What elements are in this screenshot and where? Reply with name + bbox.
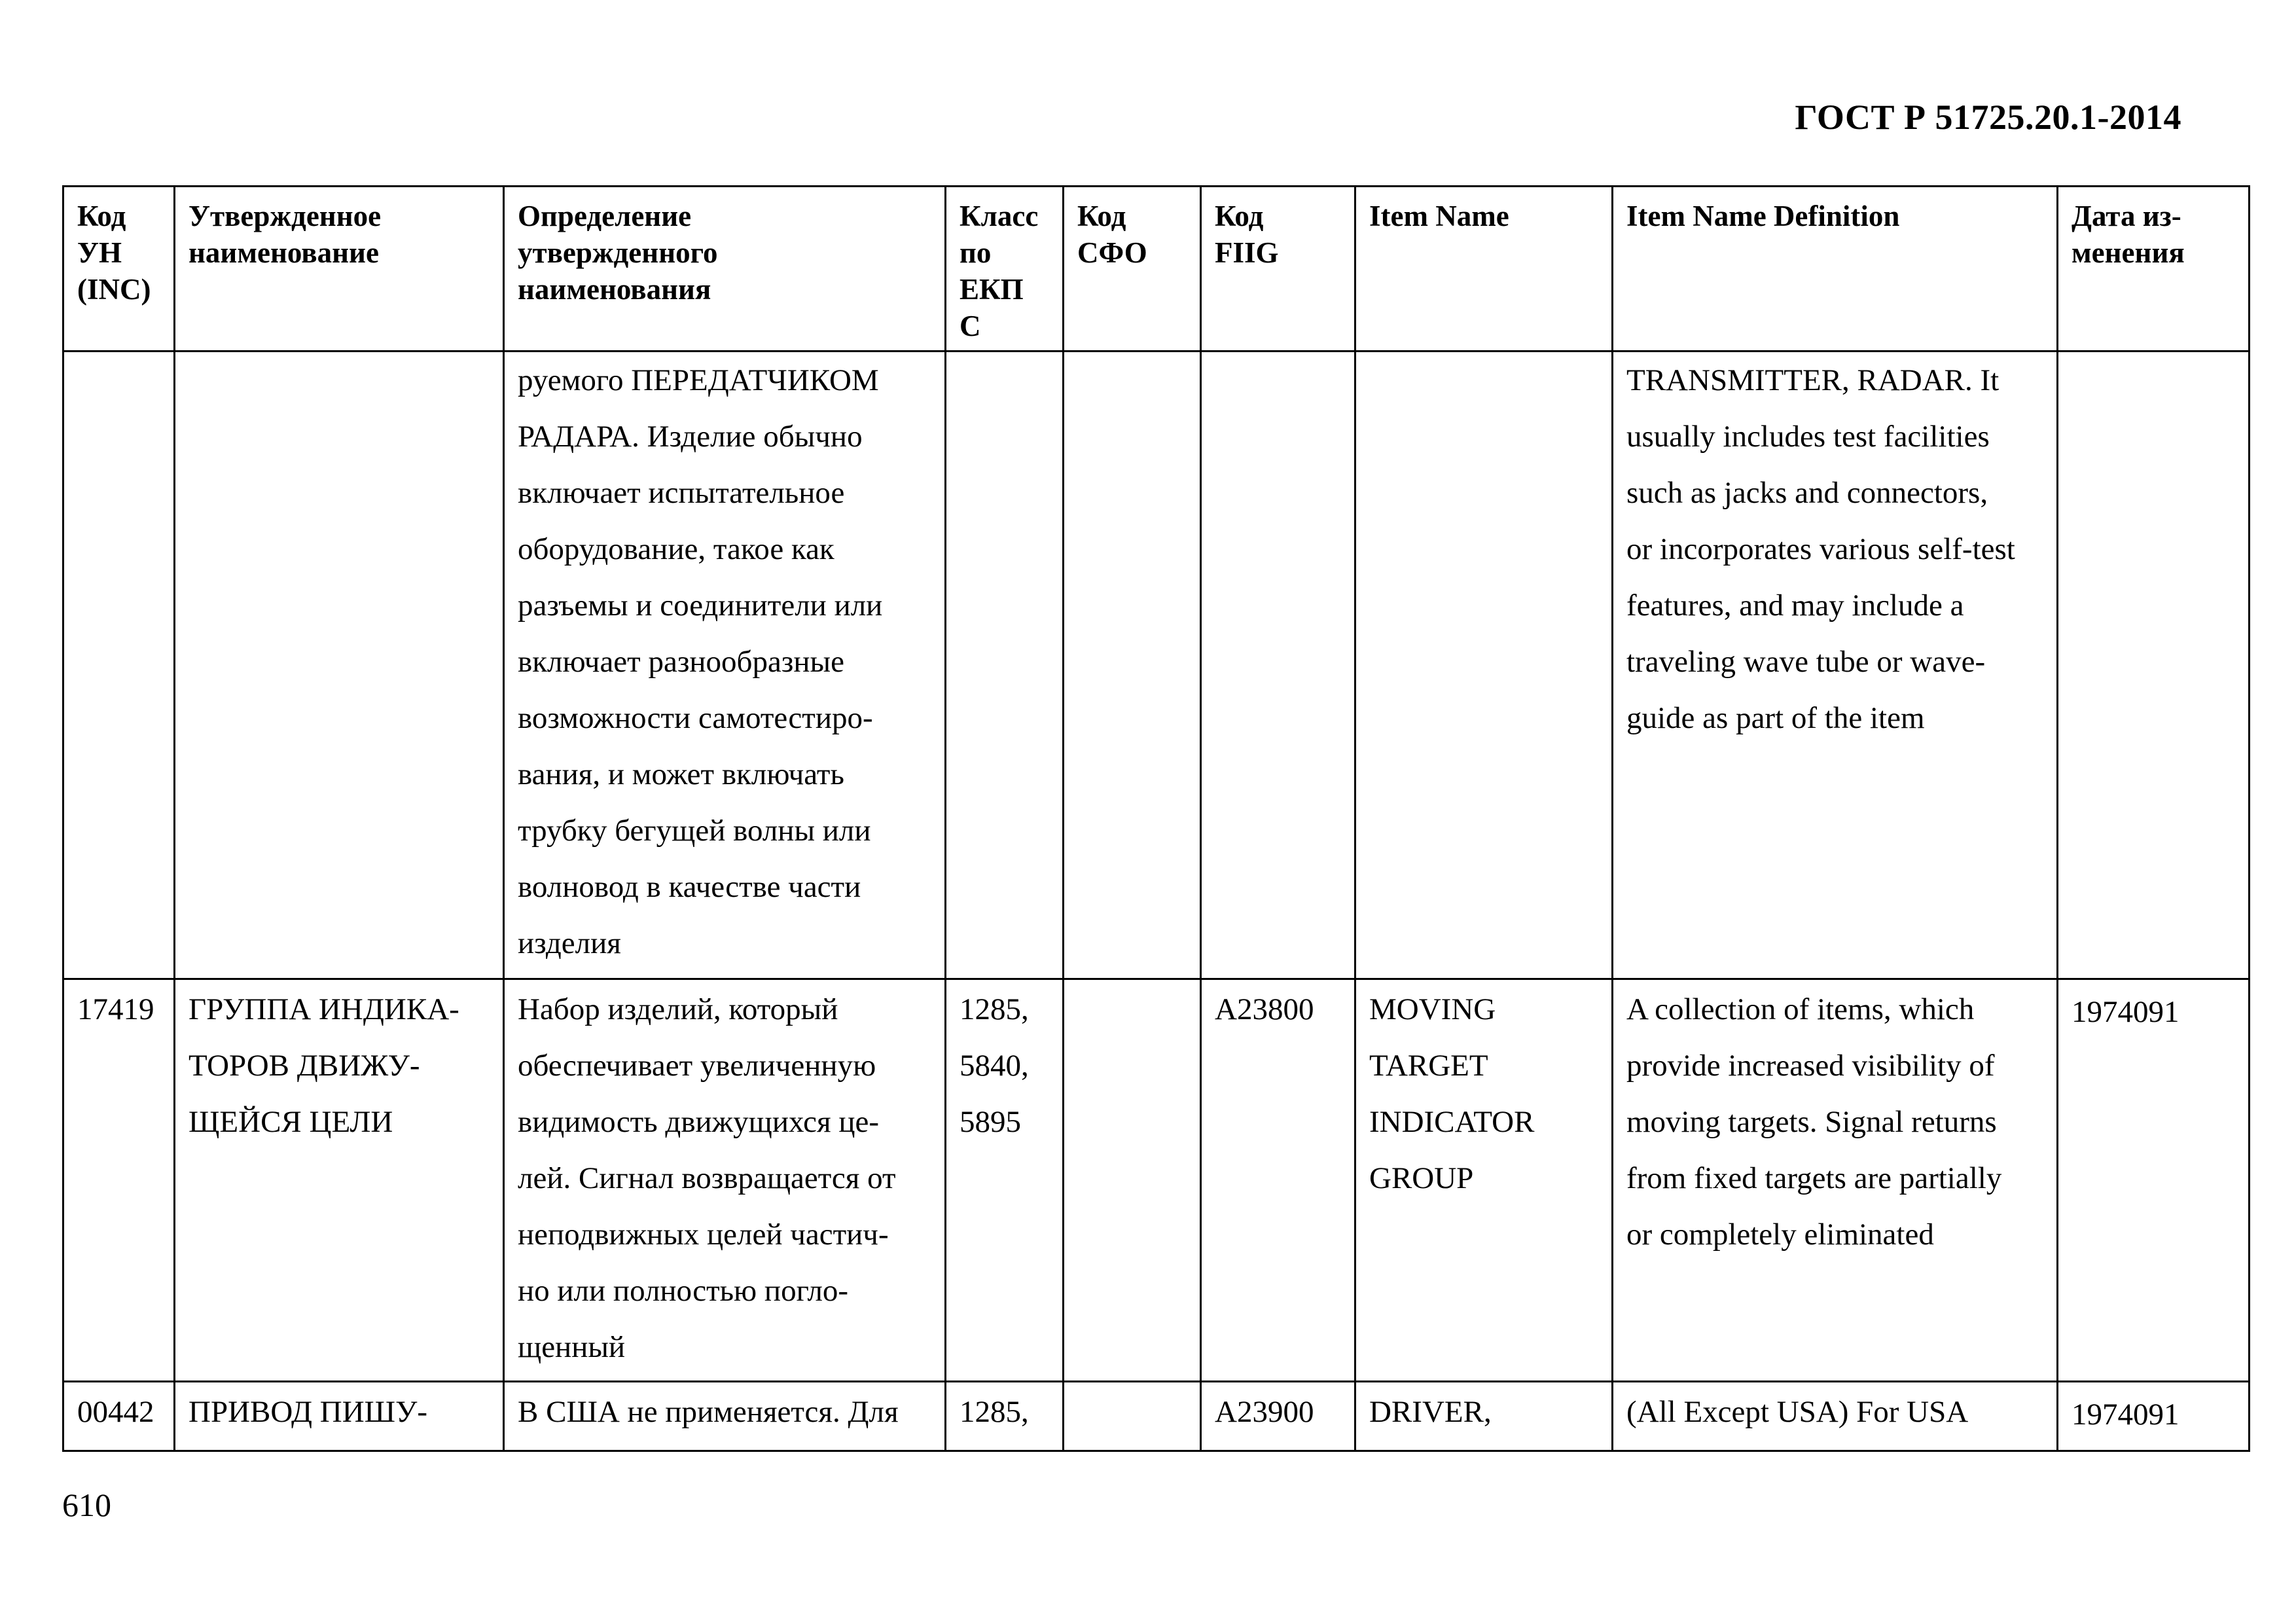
cell-name-definition: В США не применяется. Для (504, 1382, 946, 1451)
cell-fiig-code: A23900 (1201, 1382, 1355, 1451)
header-sfo-code: Код СФО (1064, 187, 1201, 352)
table-row (63, 1382, 2250, 1451)
document-code: ГОСТ Р 51725.20.1-2014 (1795, 98, 2181, 137)
cell-fiig-code: A23800 (1201, 979, 1355, 1382)
cell-name-definition: Набор изделий, который обеспечивает увеличенную видимость движущихся це- лей. Сигнал возвращается от неподвижных целей частич- но или полностью погло- щенный (504, 979, 946, 1382)
cell-change-date: 1974091 (2058, 1382, 2250, 1451)
cell-inc: 00442 (63, 1382, 175, 1451)
cell-approved-name (175, 352, 504, 979)
header-change-date: Дата из- менения (2058, 187, 2250, 352)
cell-class: 1285, (946, 1382, 1064, 1451)
nomenclature-table (62, 185, 2250, 1452)
cell-sfo-code (1064, 1382, 1201, 1451)
cell-inc (63, 352, 175, 979)
cell-class: 1285, 5840, 5895 (946, 979, 1064, 1382)
cell-sfo-code (1064, 352, 1201, 979)
cell-inc: 17419 (63, 979, 175, 1382)
cell-approved-name: ГРУППА ИНДИКА- ТОРОВ ДВИЖУ- ЩЕЙСЯ ЦЕЛИ (175, 979, 504, 1382)
cell-item-definition: A collection of items, which provide increased visibility of moving targets. Signal returns from fixed targets are partially or completely eliminated (1613, 979, 2058, 1382)
cell-sfo-code (1064, 979, 1201, 1382)
header-class: Класс по ЕКП С (946, 187, 1064, 352)
cell-change-date (2058, 352, 2250, 979)
cell-approved-name: ПРИВОД ПИШУ- (175, 1382, 504, 1451)
cell-class (946, 352, 1064, 979)
header-name-definition: Определение утвержденного наименования (504, 187, 946, 352)
table-row (63, 979, 2250, 1382)
cell-fiig-code (1201, 352, 1355, 979)
cell-item-definition: TRANSMITTER, RADAR. It usually includes test facilities such as jacks and connectors, or incorporates various self-test features, and may include a traveling wave tube or wave- guide as part of the item (1613, 352, 2058, 979)
cell-change-date: 1974091 (2058, 979, 2250, 1382)
cell-name-definition: руемого ПЕРЕДАТЧИКОМ РАДАРА. Изделие обычно включает испытательное оборудование, такое как разъемы и соединители или включает разнообразные возможности самотестиро- вания, и может включать трубку бегущей волны или волновод в качестве части изделия (504, 352, 946, 979)
page-number: 610 (62, 1487, 111, 1523)
header-inc: Код УН (INC) (63, 187, 175, 352)
header-fiig-code: Код FIIG (1201, 187, 1355, 352)
header-item-name: Item Name (1355, 187, 1613, 352)
table-row (63, 352, 2250, 979)
header-approved-name: Утвержденное наименование (175, 187, 504, 352)
cell-item-name (1355, 352, 1613, 979)
cell-item-name: MOVING TARGET INDICATOR GROUP (1355, 979, 1613, 1382)
table-header-row (63, 187, 2250, 352)
cell-item-name: DRIVER, (1355, 1382, 1613, 1451)
cell-item-definition: (All Except USA) For USA (1613, 1382, 2058, 1451)
header-item-name-definition: Item Name Definition (1613, 187, 2058, 352)
